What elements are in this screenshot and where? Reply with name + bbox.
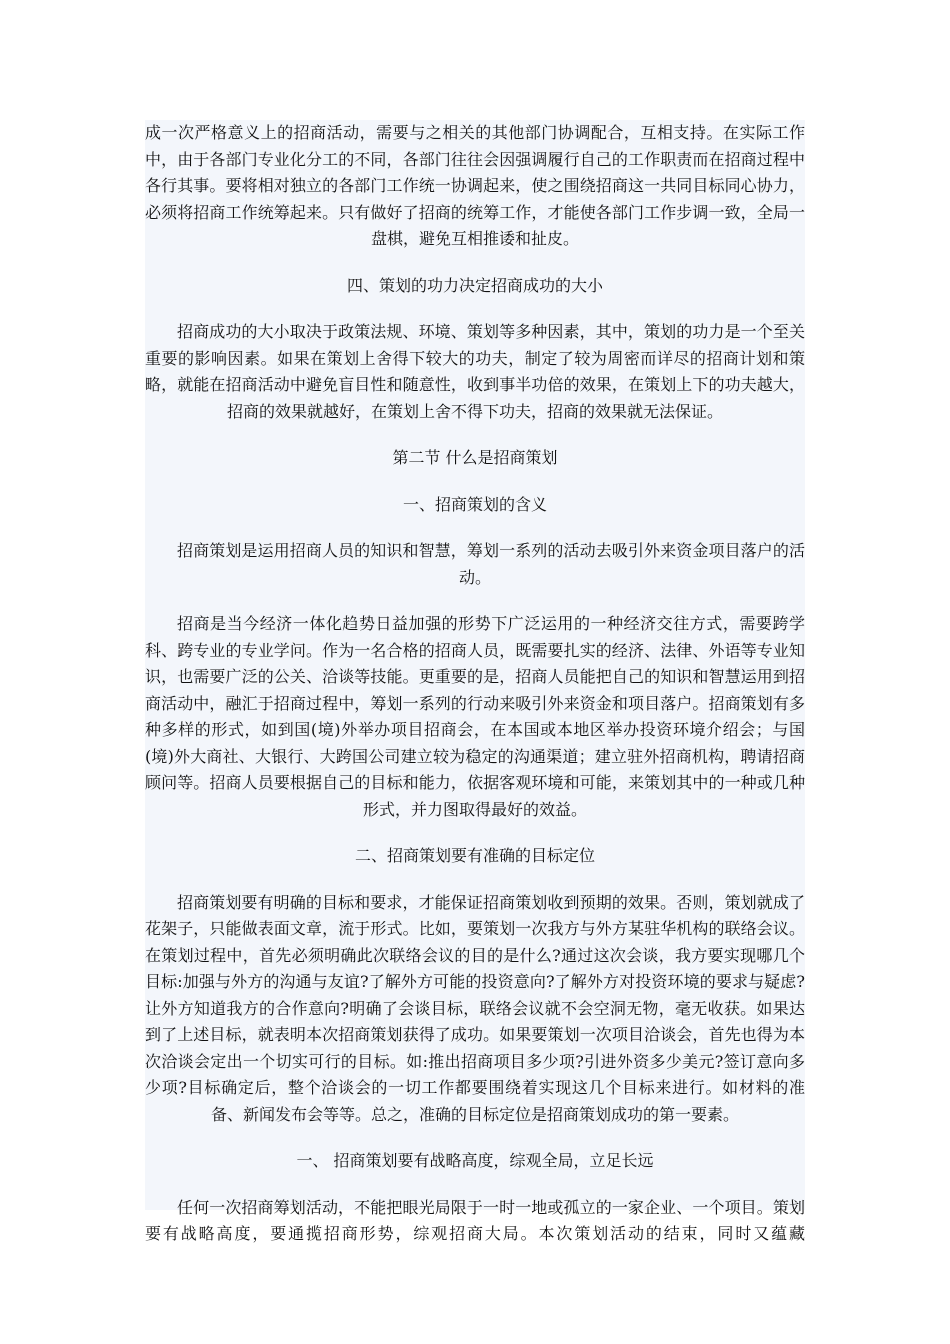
section-heading-1: 一、招商策划的含义 <box>402 494 547 514</box>
paragraph-6: 任何一次招商筹划活动，不能把眼光局限于一时一地或孤立的一家企业、一个项目。策划要有战略高度，要通揽招商形势，综观招商大局。本次策划活动的结束，同时又蕴藏 <box>145 1197 805 1243</box>
section-heading-2: 二、招商策划要有准确的目标定位 <box>354 846 595 865</box>
document-body <box>145 120 805 1243</box>
paragraph-4: 招商是当今经济一体化趋势日益加强的形势下广泛运用的一种经济交往方式，需要跨学科、跨专业的专业学问。作为一名合格的招商人员，既需要扎实的经济、法律、外语等专业知识，也需要广泛的公关、洽谈等技能。更重要的是，招商人员能把自己的知识和智慧运用到招商活动中，融汇于招商过程中，筹划一系列的行动来吸引外来资金和项目落户。招商策划有多种多样的形式，如到国(境)外举办项目招商会，在本国或本地区举办投资环境介绍会；与国(境)外大商社、大银行、大跨国公司建立较为稳定的沟通渠道；建立驻外招商机构，聘请招商顾问等。招商人员要根据自己的目标和能力，依据客观环境和可能，来策划其中的一种或几种形式，并力图取得最好的效益。 <box>145 614 805 819</box>
paragraph-3: 招商策划是运用招商人员的知识和智慧，筹划一系列的活动去吸引外来资金项目落户的活动。 <box>177 541 805 587</box>
paragraph-1: 成一次严格意义上的招商活动，需要与之相关的其他部门协调配合，互相支持。在实际工作中，由于各部门专业化分工的不同，各部门往往会因强调履行自己的工作职责而在招商过程中各行其事。要将相对独立的各部门工作统一协调起来，使之围绕招商这一共同目标同心协力，必须将招商工作统筹起来。只有做好了招商的统筹工作，才能使各部门工作步调一致，全局一盘棋，避免互相推诿和扯皮。 <box>145 123 805 248</box>
section-heading-strategy: 一、 招商策划要有战略高度，综观全局，立足长远 <box>296 1151 654 1170</box>
paragraph-5: 招商策划要有明确的目标和要求，才能保证招商策划收到预期的效果。否则，策划就成了花架子，只能做表面文章，流于形式。比如，要策划一次我方与外方某驻华机构的联络会议。在策划过程中，首先必须明确此次联络会议的目的是什么?通过这次会谈，我方要实现哪几个目标:加强与外方的沟通与友谊?了解外方可能的投资意向?了解外方对投资环境的要求与疑虑?让外方知道我方的合作意向?明确了会谈目标，联络会议就不会空洞无物，毫无收获。如果达到了上述目标，就表明本次招商策划获得了成功。如果要策划一次项目洽谈会，首先也得为本次洽谈会定出一个切实可行的目标。如:推出招商项目多少项?引进外资多少美元?签订意向多少项?目标确定后，整个洽谈会的一切工作都要围绕着实现这几个目标来进行。如材料的准备、新闻发布会等等。总之，准确的目标定位是招商策划成功的第一要素。 <box>145 892 805 1124</box>
section-heading-4: 四、策划的功力决定招商成功的大小 <box>346 275 603 295</box>
paragraph-2: 招商成功的大小取决于政策法规、环境、策划等多种因素，其中，策划的功力是一个至关重要的影响因素。如果在策划上舍得下较大的功夫，制定了较为周密而详尽的招商计划和策略，就能在招商活动中避免盲目性和随意性，收到事半功倍的效果，在策划上下的功夫越大，招商的效果就越好，在策划上舍不得下功夫，招商的效果就无法保证。 <box>145 322 805 421</box>
chapter-heading: 第二节 什么是招商策划 <box>392 448 558 467</box>
